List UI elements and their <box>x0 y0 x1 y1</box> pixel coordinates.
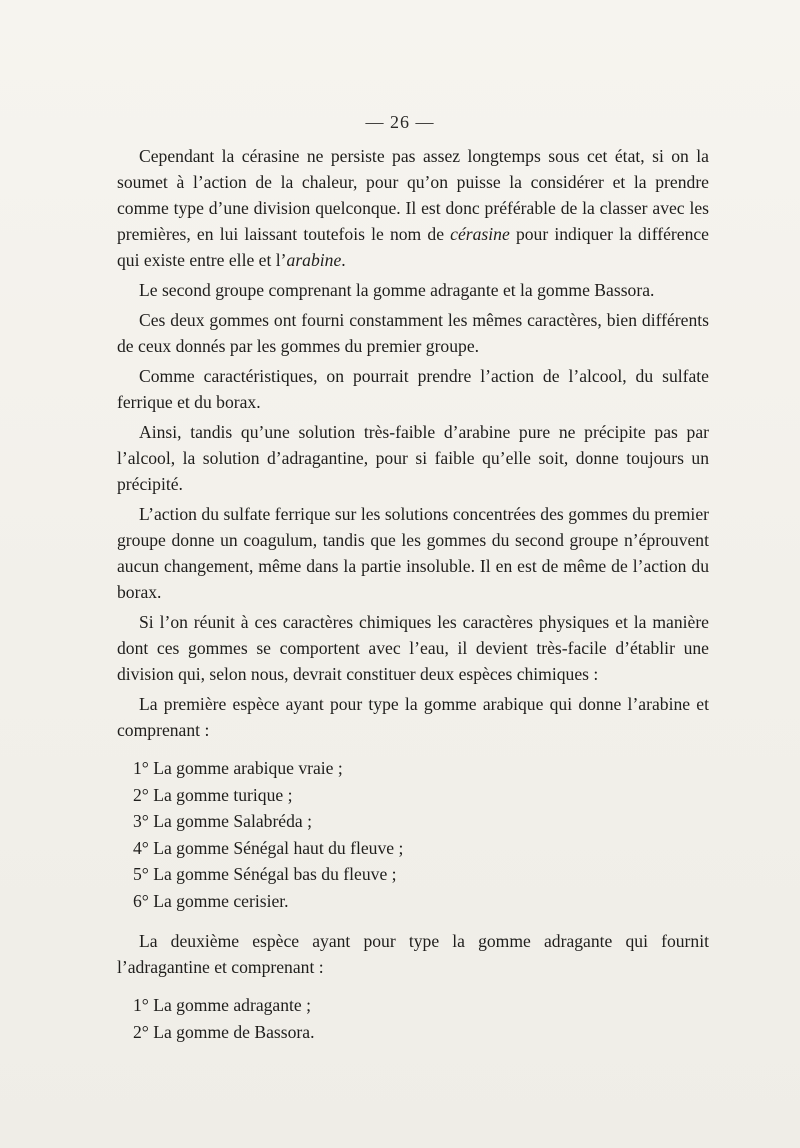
list-item: 4° La gomme Sénégal haut du fleuve ; <box>133 837 404 858</box>
list-item: 5° La gomme Sénégal bas du fleuve ; <box>133 864 397 884</box>
list-first-species <box>117 755 709 914</box>
paragraph-first-species: La première espèce ayant pour type la gomme arabique qui donne l’arabine et comprenant : <box>117 694 709 740</box>
list-item: 3° La gomme Salabréda ; <box>133 811 313 831</box>
list-item: 1° La gomme adragante ; <box>133 995 312 1015</box>
paragraph-second-group: Le second groupe comprenant la gomme adragante et la gomme Bassora. <box>139 280 655 300</box>
term-cerasine: cérasine <box>450 224 510 244</box>
paragraph-ferric-sulfate: L’action du sulfate ferrique sur les solutions concentrées des gommes du premier groupe donne un coagulum, tandis que les gommes du second groupe n’éprouvent aucun changement, même dans la partie insoluble. Il en est de même de l’action du borax. <box>117 504 709 602</box>
term-arabine: arabine <box>286 250 342 270</box>
list-item: 6° La gomme cerisier. <box>133 890 289 911</box>
page-number: — 26 — <box>365 112 435 132</box>
paragraph-cerasine: Cependant la cérasine ne persiste pas assez longtemps sous cet état, si on la soumet à l’action de la chaleur, pour qu’on puisse la considérer et la prendre comme type d’une division quelconque. Il est donc préférable de la classer avec les premières, en lui laissant toutefois le nom de cérasine pour indiquer la différence qui existe entre elle et l’arabine. <box>117 146 709 270</box>
paragraph-alcohol: Ainsi, tandis qu’une solution très-faible d’arabine pure ne précipite pas par l’alcool, la solution d’adragantine, pour si faible qu’elle soit, donne toujours un précipité. <box>117 422 709 494</box>
paragraph-characteristics: Comme caractéristiques, on pourrait prendre l’action de l’alcool, du sulfate ferrique et du borax. <box>117 366 709 412</box>
list-second-species <box>117 992 709 1045</box>
list-item: 2° La gomme de Bassora. <box>133 1021 315 1042</box>
body-text <box>117 143 709 1059</box>
paragraph-two-gums: Ces deux gommes ont fourni constamment les mêmes caractères, bien différents de ceux donnés par les gommes du premier groupe. <box>117 310 709 356</box>
list-item: 2° La gomme turique ; <box>133 784 293 805</box>
list-item: 1° La gomme arabique vraie ; <box>133 758 343 778</box>
paragraph-second-species: La deuxième espèce ayant pour type la gomme adragante qui fournit l’adragantine et comprenant : <box>117 931 709 977</box>
paragraph-division: Si l’on réunit à ces caractères chimiques les caractères physiques et la manière dont ces gommes se comportent avec l’eau, il devient très-facile d’établir une division qui, selon nous, devrait constituer deux espèces chimiques : <box>117 612 709 684</box>
